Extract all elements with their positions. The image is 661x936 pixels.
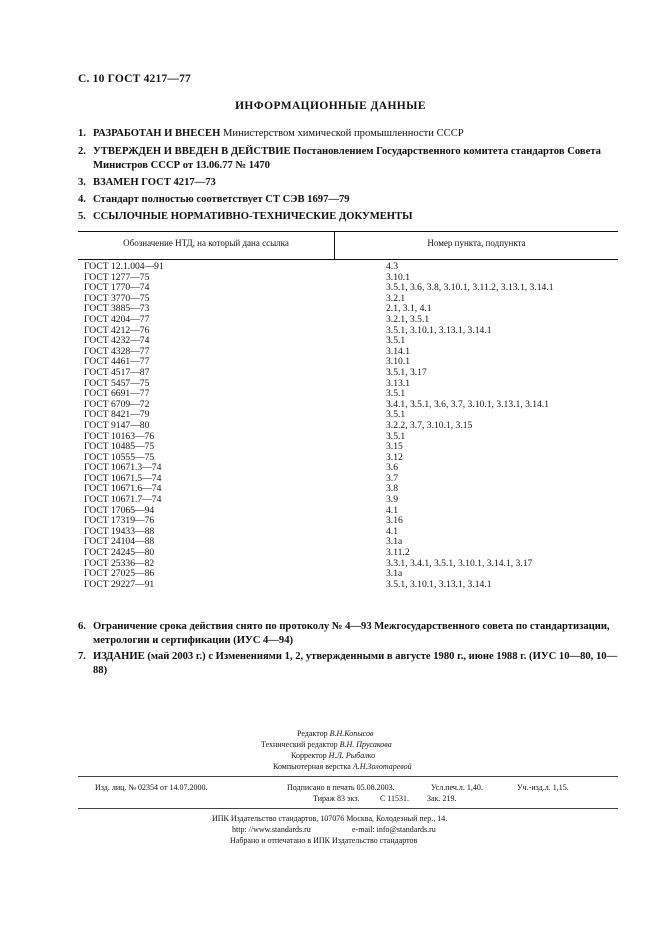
table-cell-ntd: ГОСТ 24104—88 bbox=[84, 536, 155, 548]
table-cell-ntd: ГОСТ 10485—75 bbox=[84, 441, 155, 453]
imprint-web: http: //www.standards.ru bbox=[232, 825, 311, 834]
table-cell-clause: 3.1а bbox=[386, 536, 403, 548]
table-top-rule bbox=[78, 231, 618, 232]
imprint-print-sheets: Усл.печ.л. 1,40. bbox=[431, 783, 483, 792]
table-cell-clause: 3.16 bbox=[386, 515, 403, 527]
table-cell-clause: 3.5.1, 3.10.1, 3.13.1, 3.14.1 bbox=[386, 578, 492, 590]
item-bold: Ограничение срока действия снято по протоколу № 4—93 Межгосударственного совета по стандартизации, метрологии и сертификации (ИУС 4—94) bbox=[93, 621, 610, 646]
tech-editor-name: В.Н. Прусакова bbox=[339, 740, 392, 749]
info-item-6 bbox=[78, 620, 618, 647]
table-cell-clause: 3.5.1, 3.17 bbox=[386, 366, 427, 378]
table-cell-clause: 3.2.2, 3.7, 3.10.1, 3.15 bbox=[386, 419, 473, 431]
table-cell-ntd: ГОСТ 10555—75 bbox=[84, 451, 155, 463]
info-item-5 bbox=[78, 210, 618, 224]
page-header: С. 10 ГОСТ 4217—77 bbox=[78, 73, 191, 85]
table-cell-ntd: ГОСТ 8421—79 bbox=[84, 409, 150, 421]
table-cell-clause: 3.5.1 bbox=[386, 409, 406, 421]
table-cell-clause: 3.12 bbox=[386, 451, 403, 463]
table-cell-ntd: ГОСТ 10163—76 bbox=[84, 430, 155, 442]
item-number: 1. bbox=[78, 128, 86, 139]
editor-name: В.Н.Копысов bbox=[329, 729, 374, 738]
table-cell-ntd: ГОСТ 27025—86 bbox=[84, 568, 155, 580]
table-cell-clause: 2.1, 3.1, 4.1 bbox=[386, 303, 432, 315]
table-cell-ntd: ГОСТ 4461—77 bbox=[84, 356, 150, 368]
corrector-name: Н.Л. Рыбалко bbox=[328, 751, 376, 760]
imprint-email: e-mail: info@standards.ru bbox=[352, 825, 436, 834]
table-cell-clause: 3.6 bbox=[386, 462, 398, 474]
table-cell-clause: 3.13.1 bbox=[386, 377, 410, 389]
table-cell-ntd: ГОСТ 25336—82 bbox=[84, 557, 155, 569]
imprint-printed: Набрано и отпечатано в ИПК Издательство стандартов bbox=[230, 836, 418, 845]
table-cell-clause: 4.1 bbox=[386, 504, 398, 516]
imprint-c-number: С 11531. bbox=[380, 794, 410, 803]
table-header-rule bbox=[78, 259, 618, 260]
table-cell-clause: 3.11.2 bbox=[386, 547, 410, 559]
item-number: 7. bbox=[78, 651, 86, 662]
table-column-clause bbox=[386, 262, 554, 590]
imprint-publisher: ИПК Издательство стандартов, 107076 Москва, Колодезный пер., 14. bbox=[212, 814, 448, 823]
table-cell-clause: 3.15 bbox=[386, 441, 403, 453]
table-cell-ntd: ГОСТ 10671.6—74 bbox=[84, 483, 162, 495]
imprint-pub-sheets: Уч.-изд.л. 1,15. bbox=[517, 783, 569, 792]
table-cell-clause: 3.5.1 bbox=[386, 335, 406, 347]
imprint-run: Тираж 83 экз. bbox=[313, 794, 360, 803]
table-cell-ntd: ГОСТ 1770—74 bbox=[84, 282, 150, 294]
table-cell-ntd: ГОСТ 24245—80 bbox=[84, 547, 155, 559]
table-cell-clause: 3.3.1, 3.4.1, 3.5.1, 3.10.1, 3.14.1, 3.17 bbox=[386, 557, 533, 569]
item-number: 3. bbox=[78, 177, 86, 188]
table-cell-clause: 4.3 bbox=[386, 261, 398, 272]
item-bold: ИЗДАНИЕ (май 2003 г.) с Изменениями 1, 2, утвержденными в августе 1980 г., июне 1988 г. (ИУС 10—80, 10—88) bbox=[93, 651, 618, 676]
imprint-rule-2 bbox=[78, 808, 618, 809]
item-number: 4. bbox=[78, 194, 86, 205]
table-cell-clause: 3.1а bbox=[386, 568, 403, 580]
item-bold: УТВЕРЖДЕН И ВВЕДЕН В ДЕЙСТВИЕ bbox=[93, 146, 291, 157]
info-item-3 bbox=[78, 176, 618, 190]
item-bold: ССЫЛОЧНЫЕ НОРМАТИВНО-ТЕХНИЧЕСКИЕ ДОКУМЕНТЫ bbox=[93, 211, 413, 222]
table-cell-clause: 3.5.1, 3.6, 3.8, 3.10.1, 3.11.2, 3.13.1, 3.14.1 bbox=[386, 282, 554, 294]
table-cell-ntd: ГОСТ 10671.7—74 bbox=[84, 494, 162, 506]
imprint-tech-editor bbox=[261, 739, 392, 750]
table-cell-clause: 3.5.1 bbox=[386, 430, 406, 442]
item-number: 2. bbox=[78, 146, 86, 157]
info-item-2 bbox=[78, 145, 618, 172]
table-cell-ntd: ГОСТ 4517—87 bbox=[84, 366, 150, 378]
table-cell-clause: 3.7 bbox=[386, 472, 398, 484]
imprint-rule-1 bbox=[78, 776, 618, 777]
corrector-label: Корректор bbox=[291, 751, 327, 760]
table-cell-ntd: ГОСТ 17319—76 bbox=[84, 515, 155, 527]
table-cell-clause: 3.5.1, 3.10.1, 3.13.1, 3.14.1 bbox=[386, 324, 492, 336]
item-number: 5. bbox=[78, 211, 86, 222]
item-bold: РАЗРАБОТАН И ВНЕСЕН bbox=[93, 128, 221, 139]
imprint-signed: Подписано в печать 05.08.2003. bbox=[287, 783, 395, 792]
item-text: Министерством химической промышленности СССР bbox=[220, 128, 464, 139]
table-cell-clause: 4.1 bbox=[386, 525, 398, 537]
tech-editor-label: Технический редактор bbox=[261, 740, 338, 749]
table-column-ntd bbox=[84, 262, 164, 590]
item-number: 6. bbox=[78, 621, 86, 632]
table-cell-clause: 3.10.1 bbox=[386, 271, 410, 283]
table-cell-ntd: ГОСТ 19433—88 bbox=[84, 525, 155, 537]
layout-label: Компьютерная верстка bbox=[273, 762, 351, 771]
imprint-license: Изд. лиц. № 02354 от 14.07.2000. bbox=[95, 783, 208, 792]
table-cell-clause: 3.2.1 bbox=[386, 292, 406, 304]
table-cell-ntd: ГОСТ 4212—76 bbox=[84, 324, 150, 336]
table-cell-clause: 3.2.1, 3.5.1 bbox=[386, 313, 430, 325]
table-cell-ntd: ГОСТ 29227—91 bbox=[84, 578, 155, 590]
imprint-corrector bbox=[291, 750, 375, 761]
info-item-1 bbox=[78, 127, 618, 141]
item-bold: Стандарт полностью соответствует СТ СЭВ 1697—79 bbox=[93, 194, 350, 205]
info-item-4 bbox=[78, 193, 618, 207]
info-item-7 bbox=[78, 650, 618, 677]
table-cell-ntd: ГОСТ 12.1.004—91 bbox=[84, 261, 164, 272]
table-cell-ntd: ГОСТ 3885—73 bbox=[84, 303, 150, 315]
imprint-editor bbox=[297, 728, 374, 739]
table-cell-ntd: ГОСТ 4328—77 bbox=[84, 345, 150, 357]
table-cell-ntd: ГОСТ 6709—72 bbox=[84, 398, 150, 410]
table-cell-ntd: ГОСТ 17065—94 bbox=[84, 504, 155, 516]
table-cell-clause: 3.14.1 bbox=[386, 345, 410, 357]
table-cell-ntd: ГОСТ 10671.5—74 bbox=[84, 472, 162, 484]
editor-label: Редактор bbox=[297, 729, 328, 738]
table-cell-ntd: ГОСТ 10671.3—74 bbox=[84, 462, 162, 474]
table-cell-ntd: ГОСТ 4232—74 bbox=[84, 335, 150, 347]
imprint-layout bbox=[273, 761, 412, 772]
table-header-ntd: Обозначение НТД, на который дана ссылка bbox=[123, 238, 289, 248]
table-cell-clause: 3.5.1 bbox=[386, 388, 406, 400]
item-text: Постановлением Государственного комитета стандартов Совета Министров СССР от 13.06.77 № 1470 bbox=[93, 146, 601, 171]
table-cell-clause: 3.9 bbox=[386, 494, 398, 506]
table-cell-ntd: ГОСТ 4204—77 bbox=[84, 313, 150, 325]
table-cell-clause: 3.4.1, 3.5.1, 3.6, 3.7, 3.10.1, 3.13.1, 3.14.1 bbox=[386, 398, 550, 410]
item-bold: ВЗАМЕН ГОСТ 4217—73 bbox=[93, 177, 216, 188]
table-cell-clause: 3.10.1 bbox=[386, 356, 410, 368]
section-title: ИНФОРМАЦИОННЫЕ ДАННЫЕ bbox=[235, 100, 426, 112]
table-cell-ntd: ГОСТ 5457—75 bbox=[84, 377, 150, 389]
table-header-clause: Номер пункта, подпункта bbox=[427, 238, 526, 248]
table-cell-ntd: ГОСТ 3770—75 bbox=[84, 292, 150, 304]
imprint-order: Зак. 219. bbox=[427, 794, 457, 803]
table-cell-ntd: ГОСТ 6691—77 bbox=[84, 388, 150, 400]
table-cell-clause: 3.8 bbox=[386, 483, 398, 495]
table-cell-ntd: ГОСТ 9147—80 bbox=[84, 419, 150, 431]
layout-name: А.Н.Золотаревой bbox=[352, 762, 412, 771]
table-cell-ntd: ГОСТ 1277—75 bbox=[84, 271, 150, 283]
